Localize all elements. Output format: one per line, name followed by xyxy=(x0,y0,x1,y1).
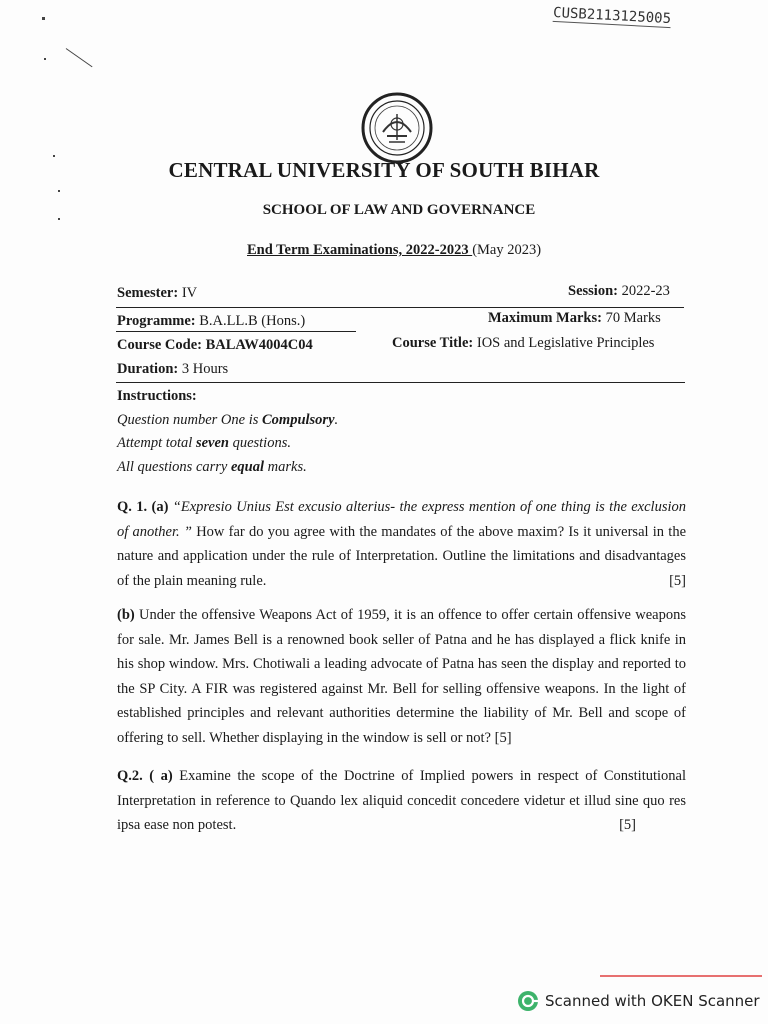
oken-scanner-logo-icon xyxy=(517,990,539,1012)
question-2a: Q.2. ( a) Examine the scope of the Doctrine of Implied powers in respect of Constitutional Interpretation in reference to Quando lex aliquid concedit concedere videtur et illud sine quo res ipsa ease non potest. [5] xyxy=(117,764,686,838)
marks-q2a: [5] xyxy=(619,817,636,833)
exam-title-main: End Term Examinations, 2022-2023 xyxy=(247,242,473,258)
scan-mark xyxy=(44,58,46,60)
university-seal-logo xyxy=(361,92,433,164)
scan-edge-line xyxy=(600,975,762,977)
scan-mark xyxy=(42,17,45,20)
divider-line xyxy=(116,382,685,383)
semester-field: Semester: IV xyxy=(117,285,198,301)
instruction-line-2: Attempt total seven questions. xyxy=(117,435,291,451)
divider-line xyxy=(116,331,356,332)
instruction-line-3: All questions carry equal marks. xyxy=(117,459,307,475)
programme-field: Programme: B.A.LL.B (Hons.) xyxy=(117,313,306,329)
scan-mark xyxy=(58,190,60,192)
scanner-watermark xyxy=(517,990,760,1012)
session-field: Session: 2022-23 xyxy=(568,283,670,299)
scan-mark xyxy=(53,155,55,157)
scan-mark xyxy=(66,48,93,67)
course-title-field: Course Title: IOS and Legislative Principles xyxy=(392,335,655,351)
handwritten-roll-number: CUSB2113125005 xyxy=(552,4,672,28)
instruction-line-1: Question number One is Compulsory. xyxy=(117,412,339,428)
max-marks-field: Maximum Marks: 70 Marks xyxy=(488,310,661,326)
exam-title xyxy=(247,242,541,259)
instructions-heading: Instructions: xyxy=(117,388,197,404)
question-1a: Q. 1. (a) “Expresio Unius Est excusio alterius- the express mention of one thing is the exclusion of another. ” How far do you agree with the mandates of the above maxim? Is it universal in the nature and application under the rule of Interpretation. Outline the limitations and disadvantages of the plain meaning rule. [5] xyxy=(117,495,686,593)
divider-line xyxy=(116,307,684,308)
university-name: CENTRAL UNIVERSITY OF SOUTH BIHAR xyxy=(168,158,600,182)
scanner-text: Scanned with OKEN Scanner xyxy=(545,992,760,1010)
question-1b: (b) Under the offensive Weapons Act of 1959, it is an offence to offer certain offensive weapons for sale. Mr. James Bell is a renowned book seller of Patna and he has displayed a flick knife in his shop window. Mrs. Chotiwali a leading advocate of Patna has seen the display and reported to the SP City. A FIR was registered against Mr. Bell for selling offensive weapons. In the light of established principles and relevant authorities determine the liability of Mr. Bell and scope of offering to sell. Whether displaying in the window is sell or not? [5] xyxy=(117,607,686,746)
school-name: SCHOOL OF LAW AND GOVERNANCE xyxy=(262,202,536,218)
marks-q1b: [5] xyxy=(490,729,512,746)
course-code-field: Course Code: BALAW4004C04 xyxy=(117,337,313,353)
marks-q1a: [5] xyxy=(669,572,686,589)
exam-title-date: (May 2023) xyxy=(472,242,542,258)
duration-field: Duration: 3 Hours xyxy=(117,361,229,377)
